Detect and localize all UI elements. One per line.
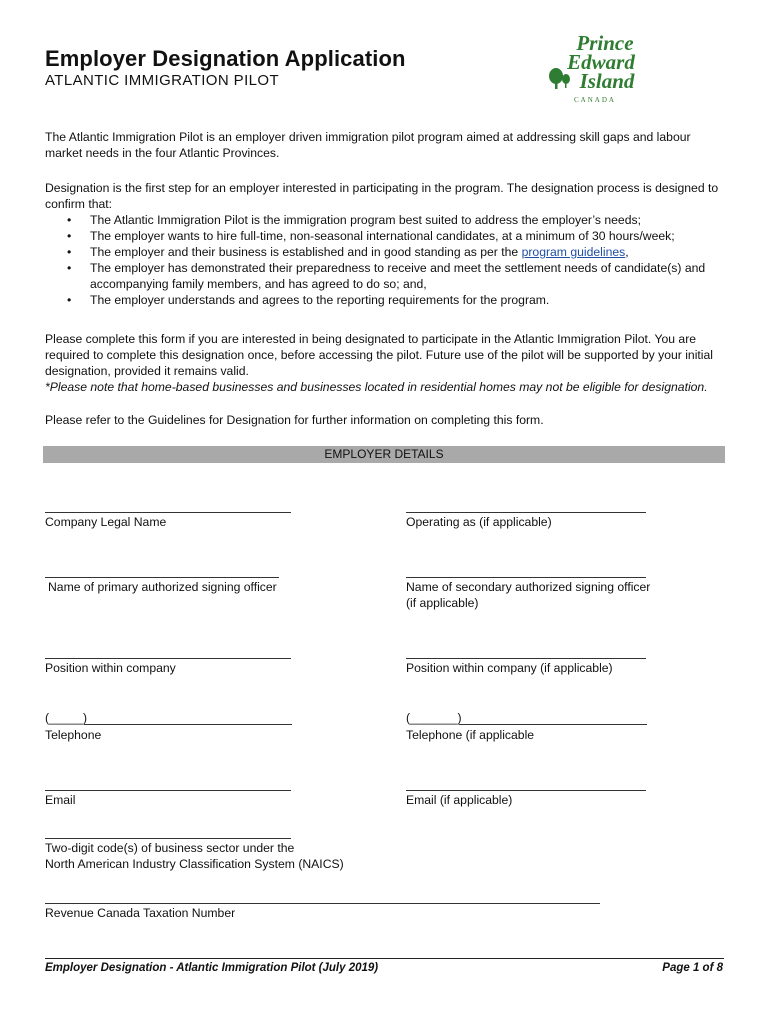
criteria-text: The employer understands and agrees to the reporting requirements for the program. xyxy=(90,293,550,307)
telephone-field[interactable] xyxy=(84,724,292,725)
eligibility-note: *Please note that home-based businesses and businesses located in residential homes may not be eligible for designation. xyxy=(45,380,708,394)
email-label: Email xyxy=(45,793,76,807)
position-optional-label: Position within company (if applicable) xyxy=(406,661,613,675)
criteria-text: The employer wants to hire full-time, non-seasonal international candidates, at a minimum of 30 hours/week; xyxy=(90,229,675,243)
logo-word-1: Prince xyxy=(576,31,634,55)
intro-text-1: The Atlantic Immigration Pilot is an employer driven immigration pilot program aimed at addressing skill gaps and labour market needs in the four Atlantic Provinces. xyxy=(45,130,691,160)
primary-officer-label: Name of primary authorized signing officer xyxy=(48,580,277,594)
position-field[interactable] xyxy=(45,658,291,659)
criteria-text: The employer and their business is established and in good standing as per the xyxy=(90,245,519,259)
telephone-optional-label: Telephone (if applicable xyxy=(406,728,535,742)
list-item xyxy=(45,212,725,228)
intro-paragraph-3 xyxy=(45,331,725,395)
secondary-officer-label-line2: (if applicable) xyxy=(406,596,479,610)
company-legal-name-label: Company Legal Name xyxy=(45,515,167,529)
logo-word-2: Edward xyxy=(567,50,635,74)
secondary-officer-label xyxy=(406,579,650,611)
intro-text-2: Designation is the first step for an employer interested in participating in the program. The designation process is designed to confirm that: xyxy=(45,181,719,211)
secondary-officer-label-line1: Name of secondary authorized signing officer xyxy=(406,580,651,594)
list-item xyxy=(45,244,725,260)
employer-details-header: EMPLOYER DETAILS xyxy=(43,446,725,463)
footer-document-title: Employer Designation - Atlantic Immigration Pilot (July 2019) xyxy=(45,962,379,974)
logo-country: CANADA xyxy=(574,96,616,104)
page-title: Employer Designation Application xyxy=(45,46,406,71)
company-legal-name-field[interactable] xyxy=(45,512,291,513)
telephone-optional-field[interactable] xyxy=(459,724,647,725)
page-number: Page 1 of 8 xyxy=(662,962,723,974)
criteria-text: The employer has demonstrated their preparedness to receive and meet the settlement needs of candidate(s) and accompanying family members, and has agreed to do so; and, xyxy=(90,261,706,291)
naics-label-line1: Two-digit code(s) of business sector under the xyxy=(45,841,295,855)
intro-text-3: Please complete this form if you are interested in being designated to participate in the Atlantic Immigration Pilot. You are required to complete this designation once, before accessing the pilot. Future use of the pilot will be supported by your initial designation, provided it remains valid. xyxy=(45,332,713,378)
intro-text-4: Please refer to the Guidelines for Designation for further information on completing this form. xyxy=(45,413,544,427)
naics-code-label xyxy=(45,840,344,872)
list-item xyxy=(45,292,725,308)
email-field[interactable] xyxy=(45,790,291,791)
tax-number-label: Revenue Canada Taxation Number xyxy=(45,906,236,920)
email-optional-label: Email (if applicable) xyxy=(406,793,513,807)
position-label: Position within company xyxy=(45,661,176,675)
secondary-officer-field[interactable] xyxy=(406,577,646,578)
intro-paragraph-4 xyxy=(45,412,725,428)
position-optional-field[interactable] xyxy=(406,658,646,659)
telephone-optional-area-code[interactable]: (_______) xyxy=(406,711,462,725)
naics-code-field[interactable] xyxy=(45,838,291,839)
intro-paragraph-1 xyxy=(45,129,725,161)
operating-as-field[interactable] xyxy=(406,512,646,513)
email-optional-field[interactable] xyxy=(406,790,646,791)
logo-word-3: Island xyxy=(579,69,635,93)
primary-officer-field[interactable] xyxy=(45,577,279,578)
page-subtitle: ATLANTIC IMMIGRATION PILOT xyxy=(45,72,280,89)
telephone-label: Telephone xyxy=(45,728,102,742)
footer-divider xyxy=(45,958,724,959)
naics-label-line2: North American Industry Classification System (NAICS) xyxy=(45,857,344,871)
designation-criteria-list xyxy=(45,212,725,308)
tax-number-field[interactable] xyxy=(45,903,600,904)
operating-as-label: Operating as (if applicable) xyxy=(406,515,552,529)
pei-logo xyxy=(545,28,645,106)
list-item xyxy=(45,228,725,244)
criteria-text: The Atlantic Immigration Pilot is the immigration program best suited to address the employer’s needs; xyxy=(90,213,641,227)
criteria-suffix: , xyxy=(625,245,629,259)
list-item xyxy=(45,260,725,292)
telephone-area-code[interactable]: (_____) xyxy=(45,711,88,725)
program-guidelines-link[interactable]: program guidelines xyxy=(521,245,626,259)
intro-paragraph-2 xyxy=(45,180,725,308)
